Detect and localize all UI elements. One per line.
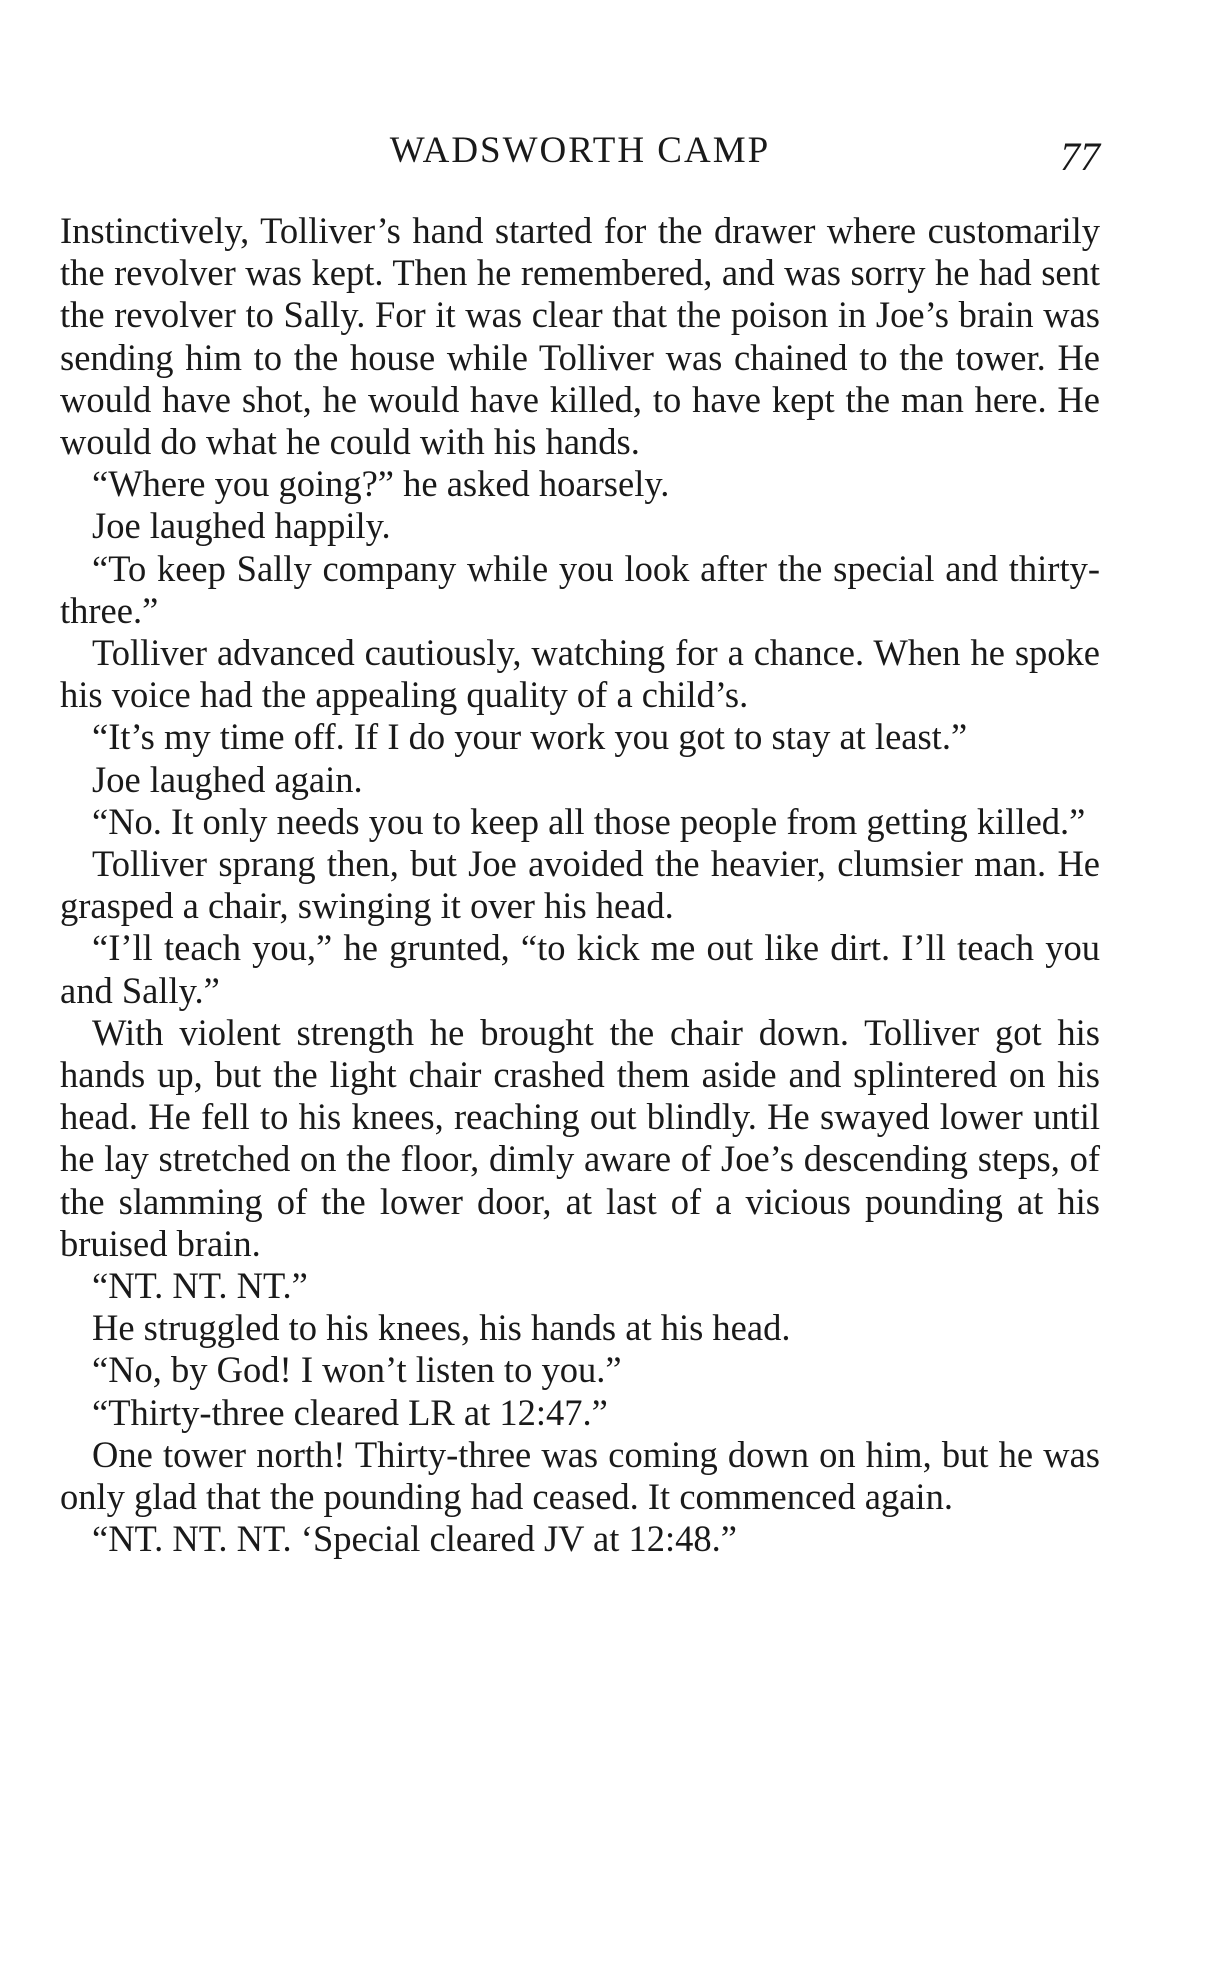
paragraph: “NT. NT. NT. ‘Special cleared JV at 12:48.” — [92, 1518, 737, 1560]
paragraph: Joe laughed again. — [92, 758, 363, 800]
paragraph: Tolliver sprang then, but Joe avoided the heavier, clumsier man. He grasped a chair, swinging it over his head. — [60, 843, 1100, 927]
paragraph: He struggled to his knees, his hands at his head. — [92, 1307, 791, 1349]
paragraph: One tower north! Thirty-three was coming down on him, but he was only glad that the pounding had ceased. It commenced again. — [60, 1433, 1100, 1518]
paragraph: Joe laughed happily. — [92, 505, 391, 547]
paragraph: Tolliver advanced cautiously, watching for a chance. When he spoke his voice had the appealing quality of a child’s. — [60, 632, 1100, 716]
paragraph: “Where you going?” he asked hoarsely. — [92, 463, 670, 505]
paragraph: Instinctively, Tolliver’s hand started for the drawer where customarily the revolver was kept. Then he remembered, and was sorry he had sent the revolver to Sally. For it was clear that the poison in Joe’s brain was sending him to the house while Tolliver was chained to the tower. He would have shot, he would have killed, to have kept the man here. He would do what he could with his hands. — [60, 210, 1100, 463]
paragraph: “No. It only needs you to keep all those people from getting killed.” — [92, 800, 1086, 842]
paragraph: “It’s my time off. If I do your work you got to stay at least.” — [92, 716, 968, 758]
paragraph: “Thirty-three cleared LR at 12:47.” — [92, 1391, 608, 1433]
page-number: 77 — [1060, 134, 1100, 179]
body-text — [60, 210, 1100, 1561]
paragraph: “NT. NT. NT.” — [92, 1265, 308, 1307]
paragraph: “I’ll teach you,” he grunted, “to kick me out like dirt. I’ll teach you and Sally.” — [60, 927, 1100, 1011]
paragraph: “No, by God! I won’t listen to you.” — [92, 1349, 622, 1391]
paragraph: “To keep Sally company while you look after the special and thirty-three.” — [60, 547, 1100, 631]
running-head: WADSWORTH CAMP — [389, 130, 771, 171]
paragraph: With violent strength he brought the chair down. Tolliver got his hands up, but the light chair crashed them aside and splintered on his head. He fell to his knees, reaching out blindly. He swayed lower until he lay stretched on the floor, dimly aware of Joe’s descending steps, of the slamming of the lower door, at last of a vicious pounding at his bruised brain. — [60, 1011, 1100, 1264]
page-header — [60, 126, 1100, 179]
